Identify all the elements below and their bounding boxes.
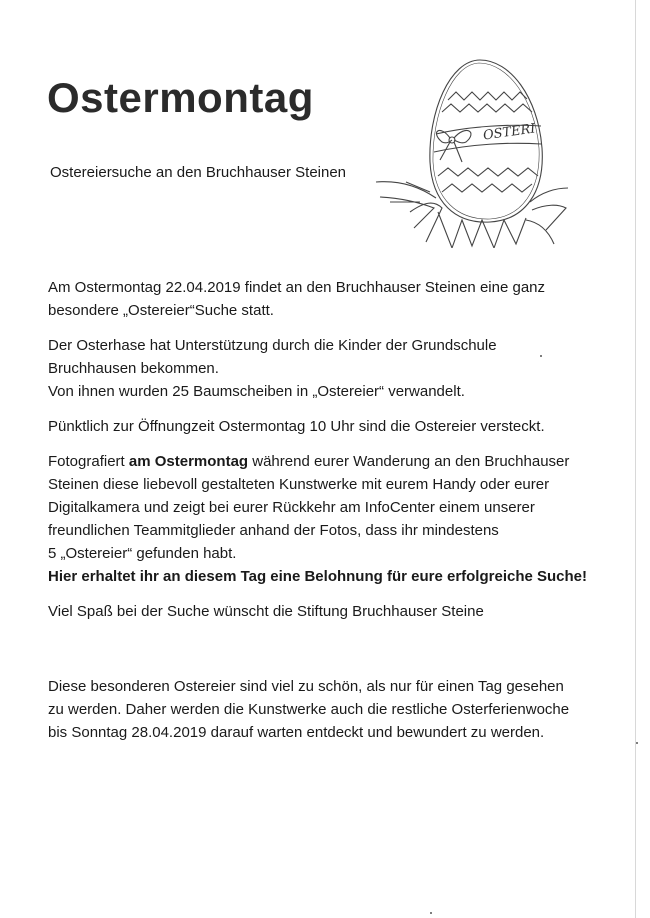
intro-line: Am Ostermontag 22.04.2019 findet an den Bruchhauser Steinen eine ganz [48,279,545,296]
extension-line: bis Sonntag 28.04.2019 darauf warten entdeckt und bewundert zu werden. [48,724,545,741]
paragraph-instructions [48,450,608,588]
instructions-line: Steinen diese liebevoll gestalteten Kunstwerke mit eurem Handy oder eurer [48,476,550,493]
intro-line: besondere „Ostereier“Suche statt. [48,302,274,319]
paragraph-intro [48,276,608,322]
extension-line: zu werden. Daher werden die Kunstwerke auch die restliche Osterferienwoche [48,701,570,718]
paragraph-time: Pünktlich zur Öffnungzeit Ostermontag 10 Uhr sind die Ostereier versteckt. [48,418,545,435]
instructions-line: freundlichen Teammitglieder anhand der Fotos, dass ihr mindestens [48,522,499,539]
page-title: Ostermontag [47,74,314,121]
page-subtitle: Ostereiersuche an den Bruchhauser Steinen [50,164,347,181]
paragraph-greeting: Viel Spaß bei der Suche wünscht die Stiftung Bruchhauser Steine [48,603,484,620]
instructions-text: während eurer Wanderung an den Bruchhauser [248,453,570,470]
osterhase-line: Von ihnen wurden 25 Baumscheiben in „Ostereier“ verwandelt. [48,383,465,400]
scan-speck [636,742,638,744]
reward-notice: Hier erhaltet ihr an diesem Tag eine Belohnung für eure erfolgreiche Suche! [48,568,588,585]
instructions-line: Digitalkamera und zeigt bei eurer Rückkehr am InfoCenter einem unserer [48,499,535,516]
paragraph-extension [48,675,608,744]
easter-egg-icon [370,52,570,248]
body-text [48,276,608,756]
extension-line: Diese besonderen Ostereier sind viel zu schön, als nur für einen Tag gesehen [48,678,564,695]
paragraph-osterhase [48,334,608,403]
egg-label: OSTERI [482,121,537,144]
scan-speck [430,912,432,914]
instructions-bold-text: am Ostermontag [128,453,249,470]
instructions-text: Fotografiert [48,453,129,470]
osterhase-line: Bruchhausen bekommen. [48,360,219,377]
osterhase-line: Der Osterhase hat Unterstützung durch die Kinder der Grundschule [48,337,497,354]
page-edge [635,0,636,918]
scan-speck [540,355,542,357]
instructions-line: 5 „Ostereier“ gefunden habt. [48,545,237,562]
